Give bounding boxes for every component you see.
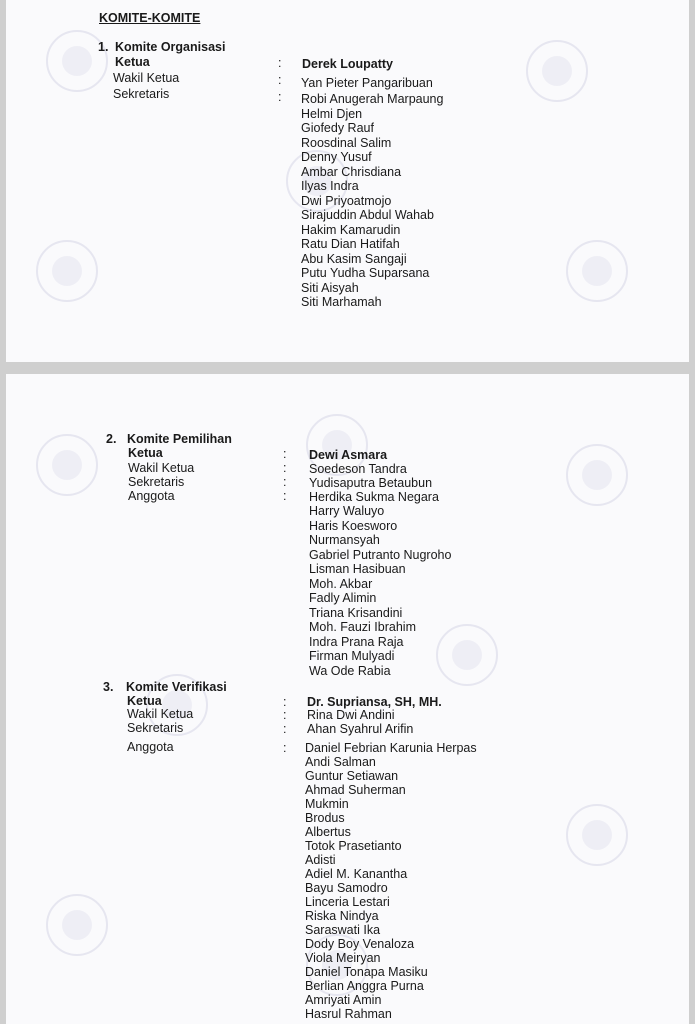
list-item: Bayu Samodro — [305, 881, 388, 895]
ketua-label: Ketua — [115, 55, 150, 69]
list-item: Dody Boy Venaloza — [305, 937, 415, 951]
colon: : — [283, 695, 287, 709]
list-item: Moh. Akbar — [309, 577, 373, 591]
colon: : — [283, 461, 287, 475]
list-item: Ilyas Indra — [301, 179, 359, 193]
list-item: Saraswati Ika — [305, 923, 381, 937]
sekretaris-name: Ahan Syahrul Arifin — [307, 722, 414, 736]
committee-number: 1. — [98, 40, 109, 54]
colon: : — [278, 56, 282, 70]
colon: : — [283, 475, 287, 489]
committee-number: 2. — [106, 432, 117, 446]
watermark-logo-icon — [566, 804, 628, 866]
wakil-label: Wakil Ketua — [128, 461, 195, 475]
list-item: Amriyati Amin — [305, 993, 382, 1007]
wakil-label: Wakil Ketua — [113, 71, 180, 85]
wakil-label: Wakil Ketua — [127, 707, 194, 721]
list-item: Ambar Chrisdiana — [301, 165, 402, 179]
committee-title: Komite Pemilihan — [127, 432, 232, 446]
list-item: Nurmansyah — [309, 533, 380, 547]
sekretaris-label: Sekretaris — [128, 475, 185, 489]
list-item: Daniel Tonapa Masiku — [305, 965, 428, 979]
list-item: Guntur Setiawan — [305, 769, 399, 783]
list-item: Viola Meiryan — [305, 951, 381, 965]
sekretaris-name: Yudisaputra Betaubun — [309, 476, 433, 490]
colon: : — [278, 73, 282, 87]
list-item: Siti Aisyah — [301, 281, 359, 295]
list-item: Brodus — [305, 811, 345, 825]
list-item: Adisti — [305, 853, 336, 867]
committee-title: Komite Organisasi — [115, 40, 226, 54]
list-item: Linceria Lestari — [305, 895, 390, 909]
ketua-label: Ketua — [127, 694, 162, 708]
list-item: Ratu Dian Hatifah — [301, 237, 400, 251]
list-item: Andi Salman — [305, 755, 376, 769]
list-item: Abu Kasim Sangaji — [301, 252, 407, 266]
watermark-logo-icon — [566, 240, 628, 302]
watermark-logo-icon — [526, 40, 588, 102]
list-item: Riska Nindya — [305, 909, 379, 923]
list-item: Haris Koesworo — [309, 519, 398, 533]
list-item: Daniel Febrian Karunia Herpas — [305, 741, 477, 755]
list-item: Wa Ode Rabia — [309, 664, 391, 678]
colon: : — [283, 741, 287, 755]
sekretaris-label: Sekretaris — [113, 87, 170, 101]
committee-title: Komite Verifikasi — [126, 680, 227, 694]
list-item: Dwi Priyoatmojo — [301, 194, 392, 208]
list-item: Denny Yusuf — [301, 150, 372, 164]
list-item: Harry Waluyo — [309, 504, 385, 518]
list-item: Totok Prasetianto — [305, 839, 402, 853]
ketua-name: Dewi Asmara — [309, 448, 388, 462]
page-heading: KOMITE-KOMITE — [99, 11, 201, 25]
watermark-logo-icon — [46, 894, 108, 956]
list-item: Berlian Anggra Purna — [305, 979, 424, 993]
list-item: Hasrul Rahman — [305, 1007, 392, 1021]
list-item: Mukmin — [305, 797, 349, 811]
list-item: Ahmad Suherman — [305, 783, 406, 797]
wakil-name: Soedeson Tandra — [309, 462, 407, 476]
list-item: Indra Prana Raja — [309, 635, 404, 649]
document-page-2 — [6, 374, 689, 1024]
ketua-name: Dr. Supriansa, SH, MH. — [307, 695, 442, 709]
list-item: Adiel M. Kanantha — [305, 867, 408, 881]
ketua-name: Derek Loupatty — [302, 57, 393, 71]
list-item: Robi Anugerah Marpaung — [301, 92, 444, 106]
list-item: Putu Yudha Suparsana — [301, 266, 430, 280]
list-item: Fadly Alimin — [309, 591, 377, 605]
watermark-logo-icon — [436, 624, 498, 686]
list-item: Giofedy Rauf — [301, 121, 374, 135]
list-item: Lisman Hasibuan — [309, 562, 406, 576]
list-item: Herdika Sukma Negara — [309, 490, 439, 504]
list-item: Firman Mulyadi — [309, 649, 395, 663]
list-item: Albertus — [305, 825, 351, 839]
list-item: Sirajuddin Abdul Wahab — [301, 208, 434, 222]
list-item: Gabriel Putranto Nugroho — [309, 548, 452, 562]
sekretaris-label: Sekretaris — [127, 721, 184, 735]
list-item: Helmi Djen — [301, 107, 363, 121]
watermark-logo-icon — [36, 240, 98, 302]
anggota-label: Anggota — [128, 489, 175, 503]
colon: : — [278, 90, 282, 104]
list-item: Hakim Kamarudin — [301, 223, 401, 237]
colon: : — [283, 489, 287, 503]
watermark-logo-icon — [566, 444, 628, 506]
anggota-label: Anggota — [127, 740, 174, 754]
document-page-1 — [6, 0, 689, 362]
list-item: Triana Krisandini — [309, 606, 403, 620]
list-item: Moh. Fauzi Ibrahim — [309, 620, 416, 634]
list-item: Roosdinal Salim — [301, 136, 392, 150]
colon: : — [283, 708, 287, 722]
wakil-name: Yan Pieter Pangaribuan — [301, 76, 433, 90]
list-item: Siti Marhamah — [301, 295, 382, 309]
committee-number: 3. — [103, 680, 114, 694]
colon: : — [283, 722, 287, 736]
ketua-label: Ketua — [128, 446, 163, 460]
watermark-logo-icon — [36, 434, 98, 496]
wakil-name: Rina Dwi Andini — [307, 708, 395, 722]
colon: : — [283, 447, 287, 461]
